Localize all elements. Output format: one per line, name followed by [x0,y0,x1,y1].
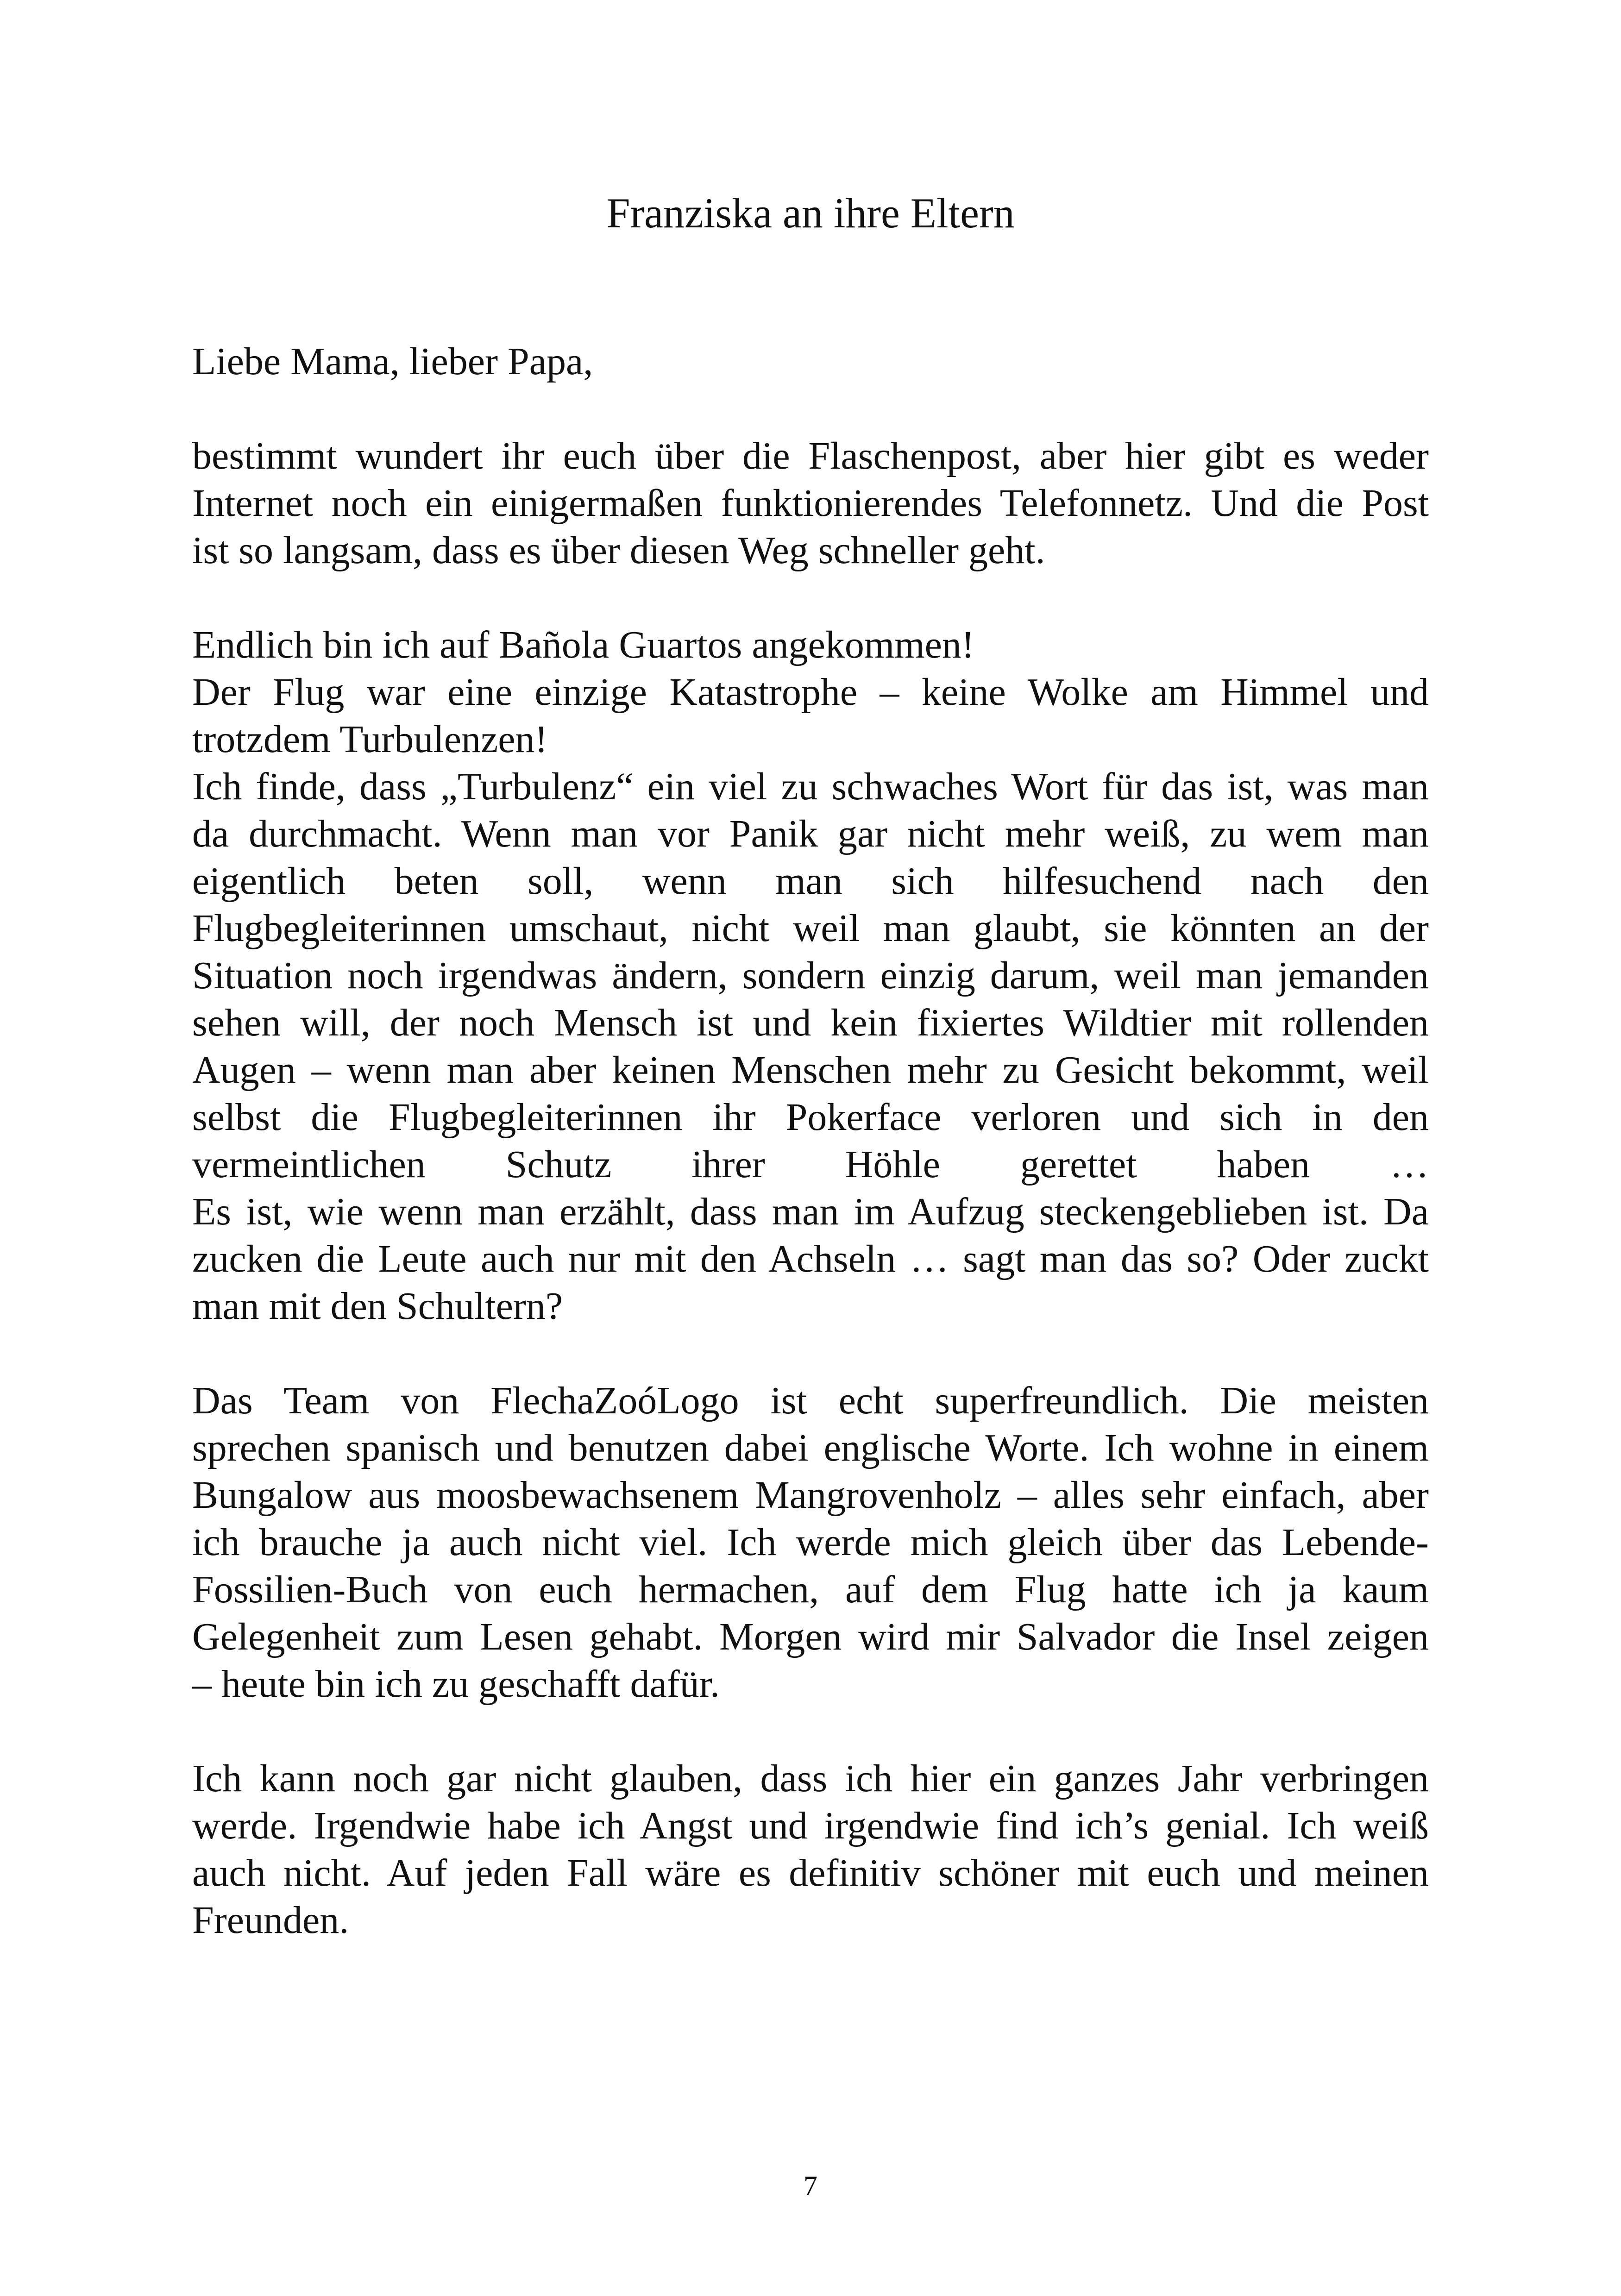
text-line: eigentlich beten soll, wenn man sich hilfesuchend nach den [192,859,1429,903]
letter-body [192,338,1429,1991]
page-title: Franziska an ihre Eltern [606,189,1015,237]
text-line: sehen will, der noch Mensch ist und kein fixiertes Wildtier mit rollenden [192,1001,1429,1044]
text-line: werde. Irgendwie habe ich Angst und irgendwie find ich’s genial. Ich weiß [192,1804,1429,1847]
text-line: Internet noch ein einigermaßen funktionierendes Telefonnetz. Und die Post [192,482,1429,525]
text-line: Augen – wenn man aber keinen Menschen mehr zu Gesicht bekommt, weil [192,1048,1429,1092]
text-line: trotzdem Turbulenzen! [192,718,548,761]
text-line: sprechen spanisch und benutzen dabei englische Worte. Ich wohne in einem [192,1426,1429,1469]
text-line: Der Flug war eine einzige Katastrophe – keine Wolke am Himmel und [192,671,1429,714]
text-line: – heute bin ich zu geschafft dafür. [192,1662,720,1706]
paragraph-list [192,433,1429,1944]
text-line: Freunden. [192,1899,349,1942]
text-line: ist so langsam, dass es über diesen Weg schneller geht. [192,529,1045,572]
text-line: Es ist, wie wenn man erzählt, dass man im Aufzug steckengeblieben ist. Da [192,1190,1429,1233]
paragraph [192,1755,1429,1944]
text-line: Fossilien-Buch von euch hermachen, auf dem Flug hatte ich ja kaum [192,1568,1429,1611]
text-line: selbst die Flugbegleiterinnen ihr Pokerface verloren und sich in den [192,1096,1429,1139]
text-line: Bungalow aus moosbewachsenem Mangrovenholz – alles sehr einfach, aber [192,1474,1429,1517]
text-line: Endlich bin ich auf Bañola Guartos angekommen! [192,623,974,666]
text-line: Gelegenheit zum Lesen gehabt. Morgen wird mir Salvador die Insel zeigen [192,1615,1429,1658]
text-line: Ich kann noch gar nicht glauben, dass ich hier ein ganzes Jahr verbringen [192,1757,1429,1800]
text-line: auch nicht. Auf jeden Fall wäre es definitiv schöner mit euch und meinen [192,1851,1429,1895]
text-line: bestimmt wundert ihr euch über die Flaschenpost, aber hier gibt es weder [192,434,1429,477]
text-line: ich brauche ja auch nicht viel. Ich werde mich gleich über das Lebende- [192,1521,1429,1564]
text-line: Das Team von FlechaZoóLogo ist echt superfreundlich. Die meisten [192,1379,1429,1422]
text-line: vermeintlichen Schutz ihrer Höhle gerettet haben … [192,1143,1429,1186]
text-line: da durchmacht. Wenn man vor Panik gar nicht mehr weiß, zu wem man [192,812,1429,855]
salutation: Liebe Mama, lieber Papa, [192,340,593,383]
text-line: Flugbegleiterinnen umschaut, nicht weil man glaubt, sie könnten an der [192,907,1429,950]
text-line: Ich finde, dass „Turbulenz“ ein viel zu schwaches Wort für das ist, was man [192,765,1429,808]
text-line: man mit den Schultern? [192,1285,563,1328]
paragraph [192,433,1429,574]
paragraph [192,1377,1429,1708]
text-line: Situation noch irgendwas ändern, sondern einzig darum, weil man jemanden [192,954,1429,997]
page-number: 7 [804,2171,817,2201]
text-line: zucken die Leute auch nur mit den Achseln … sagt man das so? Oder zuckt [192,1237,1429,1280]
paragraph [192,621,1429,1330]
